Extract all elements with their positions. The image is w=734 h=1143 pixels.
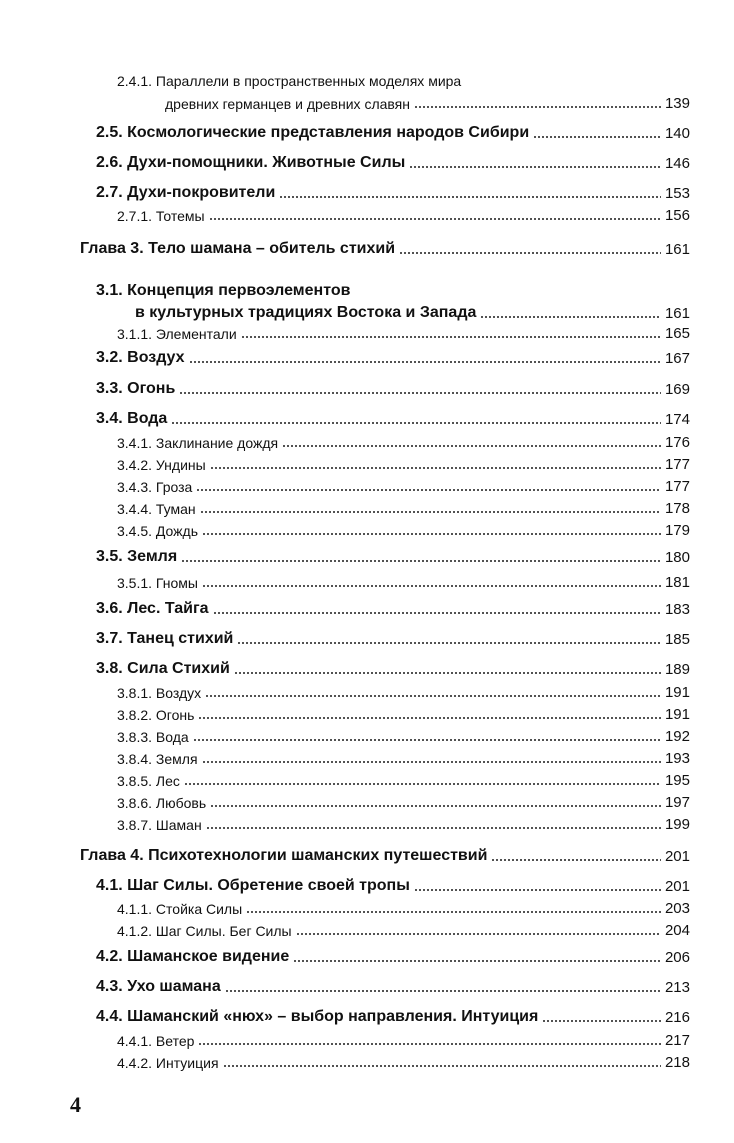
toc-entry-page: 177 — [664, 478, 690, 495]
dot-leader — [198, 717, 661, 719]
toc-entry — [117, 434, 690, 451]
toc-entry — [117, 500, 690, 517]
toc-entry — [96, 410, 690, 428]
toc-entry-page: 191 — [664, 706, 690, 723]
toc-entry — [117, 1032, 690, 1049]
toc-entry-title: 3.8.4. Земля — [117, 751, 198, 767]
toc-entry-page: 192 — [664, 728, 690, 745]
dot-leader — [399, 252, 661, 254]
toc-entry-page: 206 — [664, 949, 690, 966]
toc-entry — [117, 772, 690, 789]
toc-entry-page: 218 — [664, 1054, 690, 1071]
toc-entry-title: 2.6. Духи-помощники. Животные Силы — [96, 154, 406, 171]
toc-entry-page: 216 — [664, 1009, 690, 1026]
toc-entry-page: 201 — [664, 878, 690, 895]
toc-entry — [96, 548, 690, 566]
toc-entry — [117, 207, 690, 224]
toc-entry-title: 3.5.1. Гномы — [117, 575, 198, 591]
toc-entry-page: 176 — [664, 434, 690, 451]
toc-entry-title: 2.7.1. Тотемы — [117, 208, 205, 224]
toc-entry — [96, 1008, 690, 1026]
toc-entry-page: 179 — [664, 522, 690, 539]
toc-entry-page: 204 — [664, 922, 690, 939]
toc-entry — [117, 900, 690, 917]
toc-entry-page: 167 — [664, 350, 690, 367]
dot-leader — [533, 136, 661, 138]
dot-leader — [491, 859, 661, 861]
dot-leader — [223, 1065, 661, 1067]
toc-entry-page: 140 — [664, 125, 690, 142]
dot-leader — [409, 166, 661, 168]
toc-entry — [117, 794, 690, 811]
toc-entry — [117, 706, 690, 723]
dot-leader — [279, 196, 661, 198]
toc-entry — [96, 660, 690, 678]
dot-leader — [189, 361, 661, 363]
toc-entry-page: 199 — [664, 816, 690, 833]
toc-entry-title: 3.7. Танец стихий — [96, 630, 234, 647]
toc-entry-title: 3.4.4. Туман — [117, 501, 196, 517]
toc-entry — [165, 95, 690, 112]
toc-entry-title: 4.2. Шаманское видение — [96, 948, 290, 965]
toc-entry-page: 195 — [664, 772, 690, 789]
toc-entry-title: 4.4. Шаманский «нюх» – выбор направления. Интуиция — [96, 1008, 539, 1025]
toc-entry — [96, 978, 690, 996]
toc-entry-title: 3.6. Лес. Тайга — [96, 600, 209, 617]
toc-entry-title: 3.8.5. Лес — [117, 773, 180, 789]
toc-entry-page: 193 — [664, 750, 690, 767]
dot-leader — [202, 533, 661, 535]
dot-leader — [414, 889, 661, 891]
toc-entry-page: 139 — [664, 95, 690, 112]
toc-entry — [80, 847, 690, 865]
toc-entry-title: 4.4.2. Интуиция — [117, 1055, 219, 1071]
toc-entry — [96, 380, 690, 398]
toc-entry — [117, 922, 690, 939]
toc-entry-title: 3.8.6. Любовь — [117, 795, 207, 811]
toc-entry-page: 203 — [664, 900, 690, 917]
toc-entry-title: 3.4.1. Заклинание дождя — [117, 435, 279, 451]
dot-leader — [205, 695, 661, 697]
toc-entry-title: 2.5. Космологические представления народов Сибири — [96, 124, 530, 141]
toc-entry-title: 3.1. Концепция первоэлементов — [96, 282, 351, 299]
toc-entry — [117, 522, 690, 539]
toc-entry-page: 177 — [664, 456, 690, 473]
toc-entry-title: Глава 4. Психотехнологии шаманских путешествий — [80, 847, 488, 864]
toc-entry — [117, 750, 690, 767]
toc-entry-title: 4.1.2. Шаг Силы. Бег Силы — [117, 923, 292, 939]
dot-leader — [234, 672, 661, 674]
toc-entry — [135, 304, 690, 322]
dot-leader — [246, 911, 661, 913]
dot-leader — [200, 511, 661, 513]
toc-entry-page: 174 — [664, 411, 690, 428]
toc-entry-title: 3.8.2. Огонь — [117, 707, 195, 723]
toc-entry-page: 191 — [664, 684, 690, 701]
toc-entry — [96, 349, 690, 367]
dot-leader — [213, 612, 661, 614]
dot-leader — [210, 467, 661, 469]
toc-entry-title: 3.3. Огонь — [96, 380, 176, 397]
toc-entry-page: 185 — [664, 631, 690, 648]
toc-entry-title-continued: древних германцев и древних славян — [165, 96, 410, 112]
toc-entry-page: 156 — [664, 207, 690, 224]
dot-leader — [225, 990, 661, 992]
toc-entry-title: 3.4.3. Гроза — [117, 479, 193, 495]
toc-entry-page: 180 — [664, 549, 690, 566]
toc-entry-page: 169 — [664, 381, 690, 398]
toc-entry-page: 161 — [664, 241, 690, 258]
toc-entry-title: 2.7. Духи-покровители — [96, 184, 276, 201]
toc-entry-page: 189 — [664, 661, 690, 678]
toc-entry-page: 201 — [664, 848, 690, 865]
toc-entry — [117, 728, 690, 745]
toc-entry-title: 3.8.3. Вода — [117, 729, 189, 745]
toc-entry — [117, 684, 690, 701]
toc-entry-page: 146 — [664, 155, 690, 172]
toc-entry-title: 3.2. Воздух — [96, 349, 185, 366]
dot-leader — [202, 585, 661, 587]
dot-leader — [542, 1020, 661, 1022]
toc-entry — [96, 124, 690, 142]
toc-entry — [96, 630, 690, 648]
toc-entry-title: 4.1. Шаг Силы. Обретение своей тропы — [96, 877, 410, 894]
dot-leader — [202, 761, 661, 763]
dot-leader — [293, 960, 661, 962]
page-number: 4 — [70, 1092, 81, 1117]
dot-leader — [193, 739, 661, 741]
dot-leader — [237, 642, 661, 644]
toc-entry — [96, 600, 690, 618]
toc-entry-page: 213 — [664, 979, 690, 996]
toc-entry-title: 3.8. Сила Стихий — [96, 660, 230, 677]
toc-entry-title: 4.3. Ухо шамана — [96, 978, 221, 995]
dot-leader — [282, 445, 661, 447]
toc-entry — [117, 574, 690, 591]
toc-entry — [96, 154, 690, 172]
toc-entry — [96, 877, 690, 895]
toc-entry-title: 3.1.1. Элементали — [117, 326, 237, 342]
toc-entry-title-continued: в культурных традициях Востока и Запада — [135, 304, 477, 321]
dot-leader — [414, 106, 661, 108]
toc-entry-title: Глава 3. Тело шамана – обитель стихий — [80, 240, 396, 257]
toc-entry-title: 3.5. Земля — [96, 548, 178, 565]
toc-entry-page: 183 — [664, 601, 690, 618]
dot-leader — [480, 316, 661, 318]
toc-entry — [96, 948, 690, 966]
toc-entry-title: 3.8.7. Шаман — [117, 817, 202, 833]
dot-leader — [184, 783, 661, 785]
dot-leader — [296, 933, 661, 935]
toc-entry-title: 4.1.1. Стойка Силы — [117, 901, 243, 917]
toc-entry-page: 217 — [664, 1032, 690, 1049]
toc-entry-title: 4.4.1. Ветер — [117, 1033, 195, 1049]
dot-leader — [196, 489, 661, 491]
toc-entry — [117, 1054, 690, 1071]
toc-entry-page: 181 — [664, 574, 690, 591]
toc-entry-page: 178 — [664, 500, 690, 517]
dot-leader — [181, 560, 661, 562]
toc-entry-title: 3.4. Вода — [96, 410, 168, 427]
toc-entry-title: 3.4.5. Дождь — [117, 523, 199, 539]
toc-entry-page: 197 — [664, 794, 690, 811]
toc-entry — [117, 456, 690, 473]
toc-entry — [117, 325, 690, 342]
dot-leader — [179, 392, 661, 394]
toc-entry-title: 3.8.1. Воздух — [117, 685, 202, 701]
dot-leader — [206, 827, 661, 829]
toc-entry — [117, 816, 690, 833]
toc-entry-page: 165 — [664, 325, 690, 342]
dot-leader — [241, 336, 661, 338]
toc-entry-page: 153 — [664, 185, 690, 202]
toc-entry — [117, 478, 690, 495]
dot-leader — [198, 1043, 661, 1045]
dot-leader — [210, 805, 661, 807]
toc-entry — [96, 184, 690, 202]
dot-leader — [209, 218, 661, 220]
toc-entry — [80, 240, 690, 258]
toc-entry-title: 3.4.2. Ундины — [117, 457, 206, 473]
toc-entry-title: 2.4.1. Параллели в пространственных моделях мира — [117, 73, 462, 89]
toc-entry-page: 161 — [664, 305, 690, 322]
dot-leader — [171, 422, 661, 424]
